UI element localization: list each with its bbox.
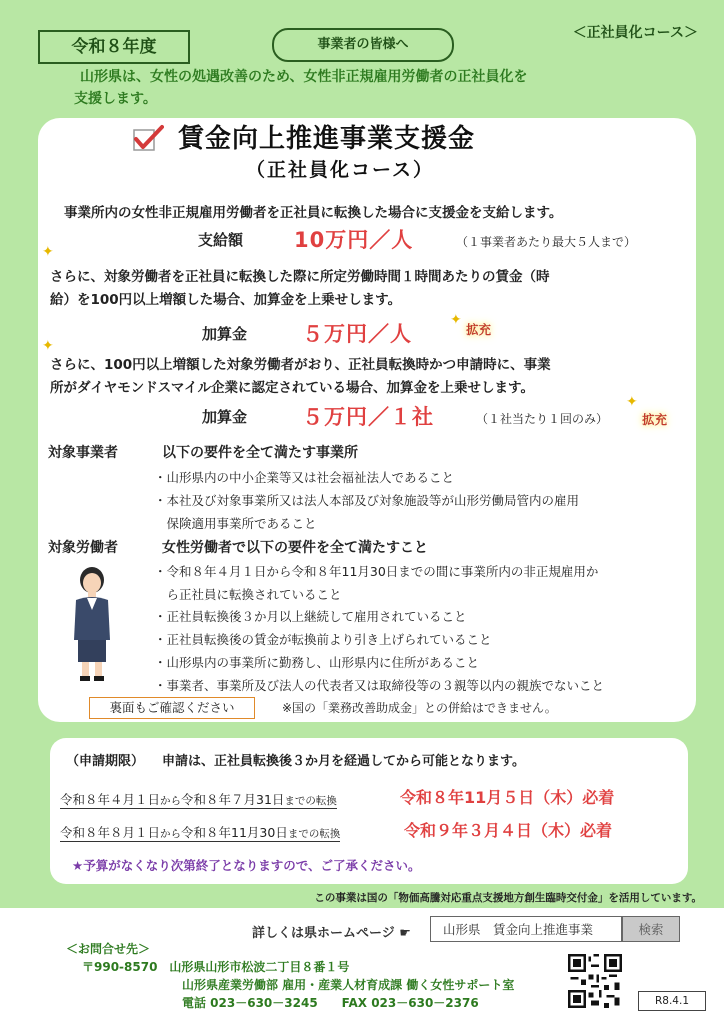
bonus2-text-2: 所がダイヤモンドスマイル企業に認定されている場合、加算金を上乗せします。: [50, 380, 534, 396]
period-label: （申請期限）: [66, 754, 145, 769]
period-from: 令和８年８月１日: [60, 825, 161, 840]
page-subtitle: （正社員化コース）: [246, 159, 435, 181]
contact-dept: 山形県産業労働部 雇用・産業人材育成課 働く女性サポート室: [182, 978, 515, 992]
caution-note: ※国の「業務改善助成金」との併給はできません。: [282, 701, 557, 715]
target-worker-label: 対象労働者: [48, 540, 118, 556]
period-from: 令和８年４月１日: [60, 792, 161, 807]
period-text: 申請は、正社員転換後３か月を経過してから可能となります。: [162, 754, 525, 769]
list-item: ・正社員転換後３か月以上継続して雇用されていること: [154, 609, 467, 624]
target-business-heading: 以下の要件を全て満たす事業所: [162, 445, 358, 461]
bonus1-amount: ５万円／人: [302, 322, 412, 346]
intro-line-2: 支援します。: [74, 91, 157, 107]
search-input[interactable]: 山形県 賃金向上推進事業: [430, 916, 622, 942]
qr-code[interactable]: [568, 954, 622, 1008]
grant-note: （１事業者あたり最大５人まで）: [456, 235, 637, 249]
bonus2-label: 加算金: [202, 408, 248, 426]
worker-illustration: [66, 566, 118, 684]
period-from-suffix: から: [160, 795, 182, 807]
sparkle-icon: ✦: [42, 338, 54, 354]
intro-line-1: 山形県は、女性の処遇改善のため、女性非正規雇用労働者の正社員化を: [80, 69, 528, 85]
pointer-hand-icon: ☛: [399, 926, 411, 941]
period-row-2: [60, 823, 340, 842]
check-icon: [132, 124, 164, 152]
bonus2-text-1: さらに、100円以上増額した対象労働者がおり、正社員転換時かつ申請時に、事業: [50, 357, 551, 373]
course-tag: ＜正社員化コース＞: [572, 25, 698, 41]
search-button[interactable]: 検索: [622, 916, 680, 942]
page-title: 賃金向上推進事業支援金: [178, 124, 476, 154]
contact-label: ＜お問合せ先＞: [66, 942, 151, 956]
sparkle-icon: ✦: [450, 312, 462, 328]
period-to: 令和８年７月31日: [181, 792, 285, 807]
grant-label: 支給額: [198, 231, 244, 249]
period-row-1: [60, 790, 337, 809]
period-to-suffix: までの転換: [284, 795, 337, 807]
deadline-1: 令和８年11月５日（木）必着: [400, 788, 615, 807]
list-item: ・事業者、事業所及び法人の代表者又は取締役等の３親等以内の親族でないこと: [154, 678, 605, 693]
fiscal-year-box: 令和８年度: [38, 30, 190, 64]
contact-address: 〒990-8570 山形県山形市松波二丁目８番１号: [82, 960, 350, 974]
bonus1-badge: 拡充: [466, 322, 492, 337]
sparkle-icon: ✦: [42, 244, 54, 260]
list-item: ・令和８年４月１日から令和８年11月30日までの間に事業所内の非正規雇用か: [154, 564, 599, 579]
list-item: 保険適用事業所であること: [154, 516, 317, 531]
bonus2-amount: ５万円／１社: [302, 405, 434, 429]
details-label: [252, 922, 411, 941]
audience-pill: 事業者の皆様へ: [272, 28, 454, 62]
revision-label: R8.4.1: [638, 991, 706, 1011]
fund-note: この事業は国の「物価高騰対応重点支援地方創生臨時交付金」を活用しています。: [314, 892, 702, 904]
sparkle-icon: ✦: [626, 394, 638, 410]
list-item: ・山形県内の事業所に勤務し、山形県内に住所があること: [154, 655, 480, 670]
period-to-suffix: までの転換: [287, 828, 341, 840]
list-item: ・本社及び対象事業所又は法人本部及び対象施設等が山形労働局管内の雇用: [154, 493, 580, 508]
bonus2-badge: 拡充: [642, 412, 668, 427]
back-page-note: 裏面もご確認ください: [89, 697, 255, 719]
intro-text: [74, 66, 680, 110]
list-item: ・山形県内の中小企業等又は社会福祉法人であること: [154, 470, 455, 485]
bonus1-text-2: 給）を100円以上増額した場合、加算金を上乗せします。: [50, 292, 402, 308]
period-to: 令和８年11月30日: [181, 825, 288, 840]
target-worker-heading: 女性労働者で以下の要件を全て満たすこと: [162, 540, 428, 556]
contact-phone: 電話 023－630－3245 FAX 023－630－2376: [182, 996, 479, 1010]
bonus1-label: 加算金: [202, 325, 248, 343]
list-item: ・正社員転換後の賃金が転換前より引き上げられていること: [154, 632, 492, 647]
bonus2-note: （１社当たり１回のみ）: [476, 412, 609, 426]
details-text: 詳しくは県ホームページ: [252, 926, 395, 941]
budget-note: ★予算がなくなり次第終了となりますので、ご了承ください。: [72, 858, 421, 873]
target-business-label: 対象事業者: [48, 445, 118, 461]
grant-amount: 10万円／人: [294, 228, 414, 252]
period-from-suffix: から: [160, 828, 182, 840]
bonus1-text-1: さらに、対象労働者を正社員に転換した際に所定労働時間１時間あたりの賃金（時: [50, 269, 550, 285]
list-item: ら正社員に転換されていること: [154, 587, 342, 602]
lead-text: 事業所内の女性非正規雇用労働者を正社員に転換した場合に支援金を支給します。: [64, 205, 563, 221]
deadline-2: 令和９年３月４日（木）必着: [404, 821, 613, 840]
